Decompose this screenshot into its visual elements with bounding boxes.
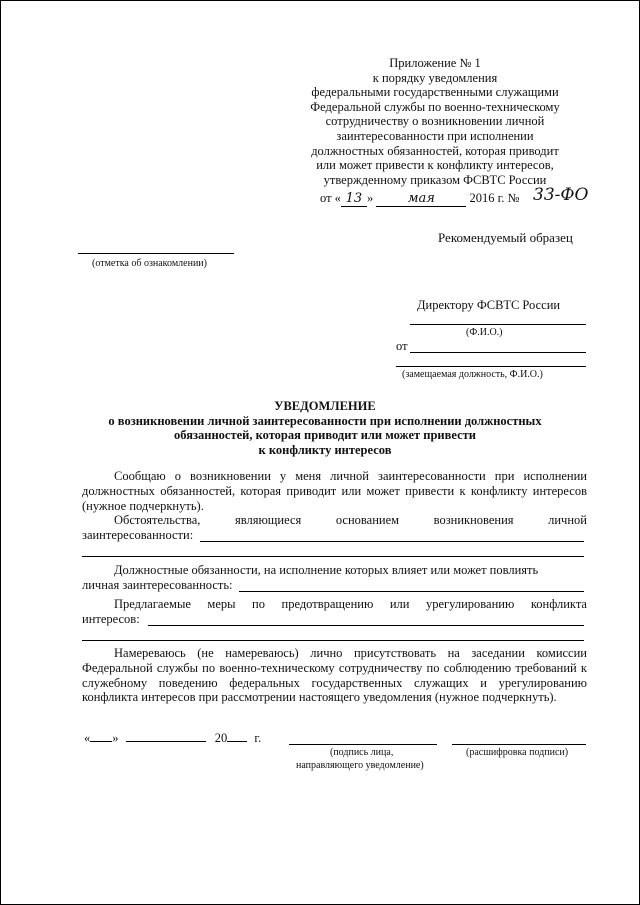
signature-decode-line[interactable] bbox=[452, 744, 586, 745]
order-day: 13 bbox=[341, 191, 367, 207]
director-label: Директору ФСВТС России bbox=[417, 298, 561, 312]
order-month: мая bbox=[376, 191, 466, 207]
ack-line bbox=[78, 253, 234, 254]
appendix-line: заинтересованности при исполнении bbox=[336, 128, 534, 143]
appendix-line: к порядку уведомления bbox=[372, 70, 498, 85]
title-sub-line: к конфликту интересов bbox=[258, 442, 392, 457]
paragraph-circumstances: Обстоятельства, являющиеся основанием возникновения личной bbox=[114, 513, 587, 527]
director-fio-line bbox=[410, 324, 586, 325]
appendix-line: или может привести к конфликту интересов, bbox=[316, 158, 554, 173]
signature-caption: (подпись лица, bbox=[330, 747, 394, 758]
fio-caption: (Ф.И.О.) bbox=[466, 327, 503, 338]
appendix-line: сотрудничеству о возникновении личной bbox=[325, 114, 545, 129]
paragraph-measures: Предлагаемые меры по предотвращению или урегулированию конфликта bbox=[114, 597, 587, 611]
signature-line[interactable] bbox=[289, 744, 437, 745]
measures-input-line-2[interactable] bbox=[82, 640, 584, 641]
paragraph-intent: Намереваюсь (не намереваюсь) лично присутствовать на заседании комиссии Федеральной службы по военно-техническому сотрудничеству по соблюдению требований к служебному поведению федеральных государственных служащих и урегулированию конфликта интересов при рассмотрении настоящего уведомления (нужное подчеркнуть). bbox=[82, 646, 587, 705]
sign-month-line[interactable] bbox=[126, 741, 206, 742]
paragraph-duties: Должностные обязанности, на исполнение которых влияет или может повлиять bbox=[114, 563, 539, 577]
measures-label: интересов: bbox=[82, 612, 140, 626]
appendix-line: Федеральной службы по военно-техническому bbox=[310, 99, 560, 114]
circumstances-input-line[interactable] bbox=[200, 541, 584, 542]
measures-input-line[interactable] bbox=[148, 625, 584, 626]
order-date-line: от « 13 » мая 2016 г. № bbox=[320, 191, 520, 206]
signature-date: « » 20 г. bbox=[84, 731, 262, 745]
sign-year-line[interactable] bbox=[227, 741, 247, 742]
circumstances-input-line-2[interactable] bbox=[82, 556, 584, 557]
appendix-line: федеральными государственными служащими bbox=[311, 85, 559, 100]
title-main: УВЕДОМЛЕНИЕ bbox=[274, 399, 376, 413]
from-label: от bbox=[396, 339, 408, 353]
appendix-line: должностных обязанностей, которая приводит bbox=[311, 143, 559, 158]
order-number-handwritten: 33-ФО bbox=[533, 185, 589, 205]
document-title bbox=[60, 399, 590, 457]
paragraph-notify: Сообщаю о возникновении у меня личной заинтересованности при исполнении должностных обязанностей, которая приводит или может привести к конфликту интересов (нужное подчеркнуть). bbox=[82, 469, 587, 513]
appendix-line: утвержденному приказом ФСВТС России bbox=[323, 172, 547, 187]
signature-caption-2: направляющего уведомление) bbox=[296, 760, 424, 771]
ack-caption: (отметка об ознакомлении) bbox=[92, 258, 207, 269]
recommended-sample: Рекомендуемый образец bbox=[438, 230, 573, 245]
position-line bbox=[396, 366, 586, 367]
decode-caption: (расшифровка подписи) bbox=[466, 747, 569, 758]
circumstances-label: заинтересованности: bbox=[82, 528, 194, 542]
position-caption: (замещаемая должность, Ф.И.О.) bbox=[402, 369, 543, 380]
duties-input-line[interactable] bbox=[239, 591, 584, 592]
title-sub-line: обязанностей, которая приводит или может привести bbox=[174, 428, 476, 442]
appendix-line: Приложение № 1 bbox=[389, 56, 481, 70]
from-line bbox=[410, 352, 586, 353]
duties-label: личная заинтересованность: bbox=[82, 578, 233, 592]
appendix-block bbox=[300, 56, 570, 187]
title-sub-line: о возникновении личной заинтересованности при исполнении должностных bbox=[108, 413, 542, 428]
sign-day-line[interactable] bbox=[90, 741, 112, 742]
